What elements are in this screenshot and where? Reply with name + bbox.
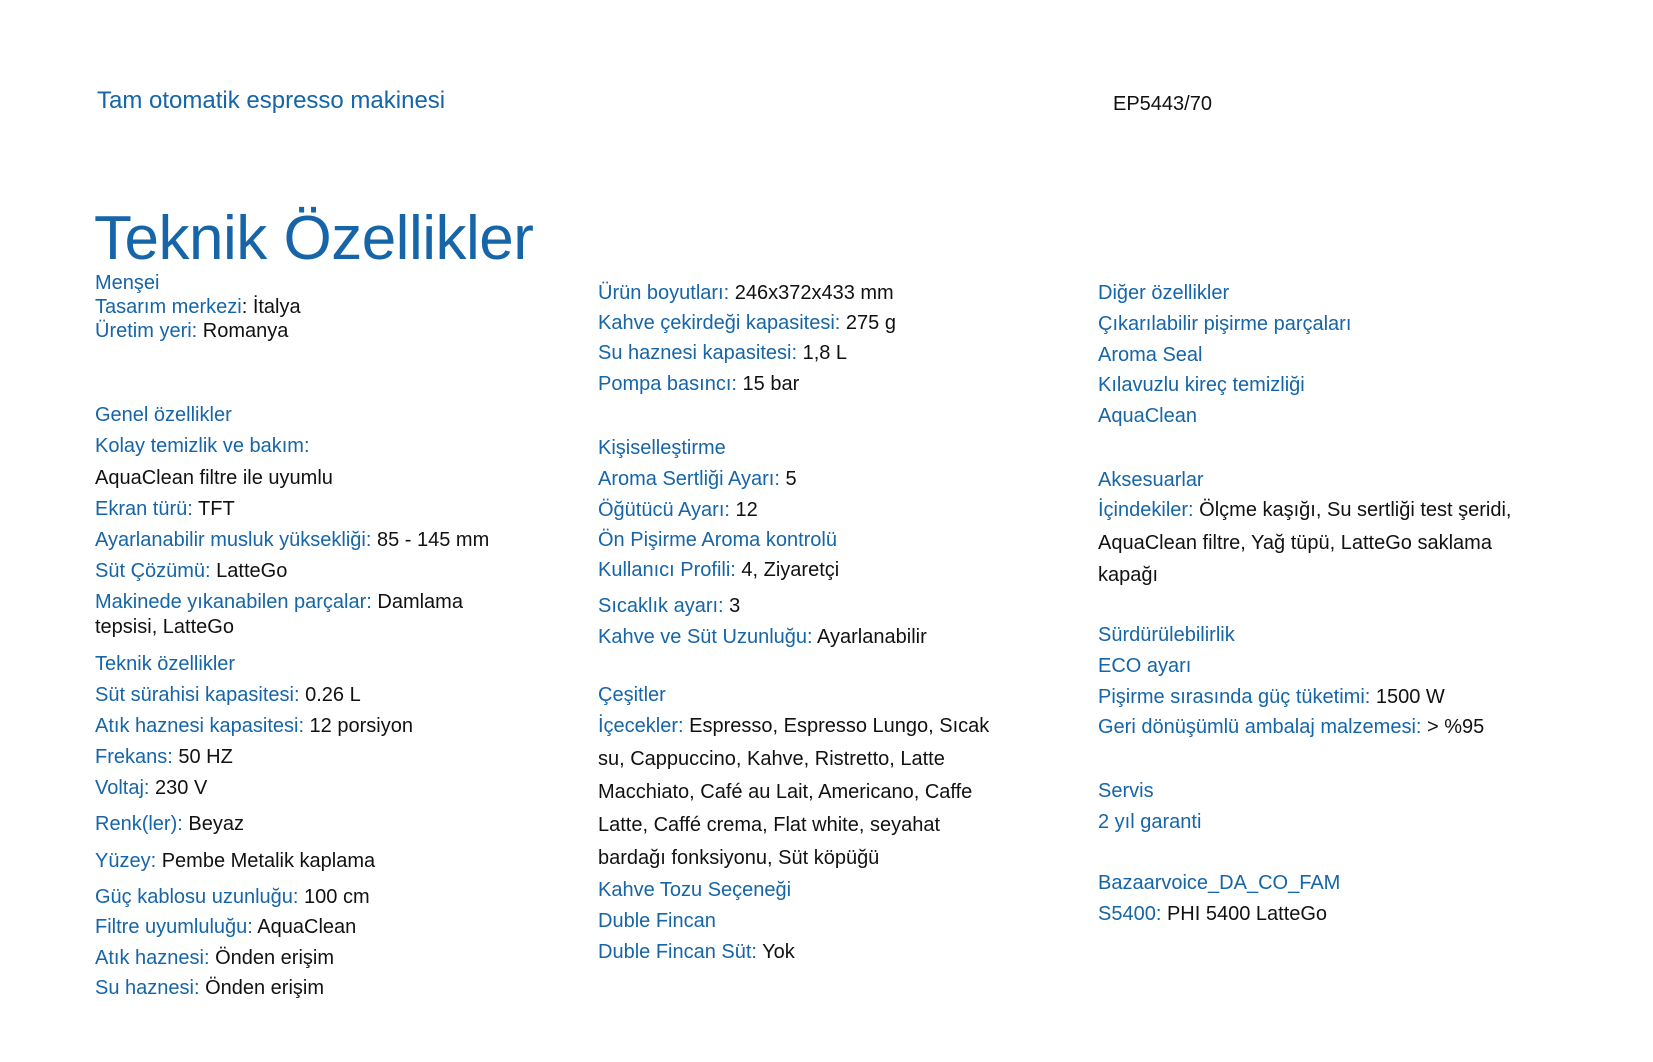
spec-line xyxy=(95,947,334,970)
spec-label: Su haznesi kapasitesi: xyxy=(598,342,798,364)
spec-line xyxy=(598,282,894,305)
spec-value: PHI 5400 LatteGo xyxy=(1161,903,1328,925)
spec-line xyxy=(95,746,233,769)
spec-line xyxy=(95,886,370,909)
spec-line xyxy=(95,498,235,521)
spec-line xyxy=(95,653,235,676)
spec-line xyxy=(1098,282,1229,305)
spec-label: Kolay temizlik ve bakım: xyxy=(95,435,310,457)
spec-label: S5400: xyxy=(1098,903,1162,925)
spec-line xyxy=(95,320,288,343)
spec-line xyxy=(1098,780,1154,803)
page-title: Teknik Özellikler xyxy=(94,204,534,273)
spec-value: 15 bar xyxy=(736,373,800,395)
spec-label: Pişirme sırasında güç tüketimi: xyxy=(1098,686,1371,708)
spec-line xyxy=(95,404,232,427)
spec-label: Bazaarvoice_DA_CO_FAM xyxy=(1098,872,1341,894)
spec-line xyxy=(598,910,716,933)
spec-label: Ekran türü: xyxy=(95,498,193,520)
spec-line xyxy=(1098,374,1305,397)
spec-label: Sürdürülebilirlik xyxy=(1098,624,1235,646)
spec-label: Atık haznesi: xyxy=(95,947,210,969)
spec-label: Kılavuzlu kireç temizliği xyxy=(1098,374,1305,396)
spec-value: 85 - 145 mm xyxy=(371,529,490,551)
spec-label: İçindekiler: xyxy=(1098,499,1194,521)
spec-line xyxy=(1098,469,1204,492)
spec-value: AquaClean filtre ile uyumlu xyxy=(95,467,333,489)
spec-line xyxy=(95,813,244,836)
spec-line xyxy=(598,342,847,365)
spec-label: Ön Pişirme Aroma kontrolü xyxy=(598,529,837,551)
spec-line xyxy=(1098,313,1351,336)
spec-line xyxy=(1098,811,1201,834)
spec-label: Çıkarılabilir pişirme parçaları xyxy=(1098,313,1352,335)
spec-label: Aksesuarlar xyxy=(1098,469,1204,491)
spec-label: Kahve çekirdeği kapasitesi: xyxy=(598,312,841,334)
spec-label: Menşei xyxy=(95,272,160,294)
spec-line xyxy=(598,312,896,335)
spec-label: Atık haznesi kapasitesi: xyxy=(95,715,304,737)
spec-label: Teknik özellikler xyxy=(95,653,236,675)
spec-label: Güç kablosu uzunluğu: xyxy=(95,886,299,908)
spec-label: Süt sürahisi kapasitesi: xyxy=(95,684,300,706)
spec-line xyxy=(1098,686,1445,709)
spec-value: AquaClean filtre, Yağ tüpü, LatteGo saklama xyxy=(1098,532,1492,554)
spec-line xyxy=(598,595,740,618)
spec-line xyxy=(95,616,234,639)
spec-value: AquaClean xyxy=(252,916,357,938)
spec-line xyxy=(95,850,375,873)
spec-label: Üretim yeri: xyxy=(95,320,198,342)
spec-line xyxy=(1098,344,1203,367)
spec-value: 275 g xyxy=(840,312,896,334)
spec-value: Ayarlanabilir xyxy=(812,626,927,648)
spec-line xyxy=(1098,564,1158,587)
spec-label: Geri dönüşümlü ambalaj malzemesi: xyxy=(1098,716,1422,738)
document-subtitle: Tam otomatik espresso makinesi xyxy=(97,87,446,114)
spec-label: AquaClean xyxy=(1098,405,1197,427)
spec-line xyxy=(95,467,333,490)
spec-line xyxy=(1098,532,1492,555)
spec-line xyxy=(598,847,879,870)
spec-line xyxy=(95,777,207,800)
spec-line xyxy=(95,715,413,738)
spec-line xyxy=(1098,716,1484,739)
spec-line xyxy=(598,468,797,491)
spec-value: Macchiato, Café au Lait, Americano, Caffe xyxy=(598,781,973,803)
spec-label: Ayarlanabilir musluk yüksekliği: xyxy=(95,529,372,551)
spec-label: Frekans: xyxy=(95,746,173,768)
spec-value: bardağı fonksiyonu, Süt köpüğü xyxy=(598,847,880,869)
spec-value: 12 xyxy=(729,499,758,521)
spec-value: : İtalya xyxy=(241,296,301,318)
spec-line xyxy=(598,684,666,707)
spec-label: Ürün boyutları: xyxy=(598,282,730,304)
spec-value: 5 xyxy=(779,468,797,490)
spec-line xyxy=(598,941,795,964)
spec-line xyxy=(598,626,927,649)
spec-label: Yüzey: xyxy=(95,850,157,872)
spec-value: tepsisi, LatteGo xyxy=(95,616,234,638)
spec-line xyxy=(598,373,799,396)
spec-value: 0.26 L xyxy=(299,684,361,706)
spec-line xyxy=(95,916,356,939)
spec-label: Makinede yıkanabilen parçalar: xyxy=(95,591,372,613)
spec-label: Çeşitler xyxy=(598,684,666,706)
spec-label: Duble Fincan xyxy=(598,910,716,932)
spec-value: Yok xyxy=(756,941,795,963)
spec-label: Filtre uyumluluğu: xyxy=(95,916,253,938)
spec-label: Diğer özellikler xyxy=(1098,282,1230,304)
spec-value: 1500 W xyxy=(1370,686,1445,708)
spec-label: Pompa basıncı: xyxy=(598,373,737,395)
spec-line xyxy=(95,684,361,707)
spec-value: 12 porsiyon xyxy=(304,715,413,737)
spec-value: 4, Ziyaretçi xyxy=(735,559,840,581)
spec-value: > %95 xyxy=(1421,716,1485,738)
spec-line xyxy=(598,814,940,837)
model-number: EP5443/70 xyxy=(1113,93,1212,115)
spec-value: LatteGo xyxy=(210,560,288,582)
spec-value: 100 cm xyxy=(298,886,370,908)
spec-label: Aroma Seal xyxy=(1098,344,1203,366)
spec-value: 246x372x433 mm xyxy=(729,282,894,304)
spec-label: Sıcaklık ayarı: xyxy=(598,595,724,617)
spec-line xyxy=(598,529,837,552)
spec-line xyxy=(95,591,463,614)
spec-label: 2 yıl garanti xyxy=(1098,811,1202,833)
spec-label: Öğütücü Ayarı: xyxy=(598,499,730,521)
spec-line xyxy=(598,437,726,460)
spec-value: Ölçme kaşığı, Su sertliği test şeridi, xyxy=(1193,499,1512,521)
spec-line xyxy=(1098,405,1197,428)
spec-label: Duble Fincan Süt: xyxy=(598,941,757,963)
spec-line xyxy=(95,560,287,583)
spec-line xyxy=(1098,872,1340,895)
spec-label: Su haznesi: xyxy=(95,977,200,999)
spec-label: Genel özellikler xyxy=(95,404,232,426)
spec-label: Aroma Sertliği Ayarı: xyxy=(598,468,780,490)
spec-value: 3 xyxy=(723,595,741,617)
spec-line xyxy=(1098,903,1327,926)
spec-label: Kullanıcı Profili: xyxy=(598,559,736,581)
spec-line xyxy=(95,977,324,1000)
spec-line xyxy=(598,499,758,522)
spec-label: Kahve ve Süt Uzunluğu: xyxy=(598,626,813,648)
spec-value: kapağı xyxy=(1098,564,1159,586)
spec-line xyxy=(598,715,989,738)
spec-line xyxy=(598,781,972,804)
spec-label: Tasarım merkezi xyxy=(95,296,242,318)
spec-line xyxy=(1098,499,1512,522)
spec-label: İçecekler: xyxy=(598,715,684,737)
spec-line xyxy=(95,435,310,458)
spec-value: Önden erişim xyxy=(209,947,335,969)
spec-value: Espresso, Espresso Lungo, Sıcak xyxy=(683,715,990,737)
spec-label: ECO ayarı xyxy=(1098,655,1192,677)
spec-line xyxy=(1098,624,1235,647)
spec-line xyxy=(598,748,945,771)
spec-value: 50 HZ xyxy=(172,746,233,768)
spec-value: Önden erişim xyxy=(199,977,325,999)
spec-label: Voltaj: xyxy=(95,777,150,799)
spec-value: Beyaz xyxy=(182,813,244,835)
spec-line xyxy=(95,296,301,319)
spec-line xyxy=(1098,655,1191,678)
spec-value: Damlama xyxy=(371,591,463,613)
spec-label: Servis xyxy=(1098,780,1154,802)
spec-line xyxy=(95,529,489,552)
spec-line xyxy=(598,879,791,902)
spec-value: Romanya xyxy=(197,320,289,342)
spec-value: Latte, Caffé crema, Flat white, seyahat xyxy=(598,814,941,836)
spec-label: Kişiselleştirme xyxy=(598,437,726,459)
spec-line xyxy=(598,559,839,582)
spec-label: Kahve Tozu Seçeneği xyxy=(598,879,792,901)
spec-value: su, Cappuccino, Kahve, Ristretto, Latte xyxy=(598,748,945,770)
spec-label: Renk(ler): xyxy=(95,813,183,835)
spec-line xyxy=(95,272,159,295)
spec-value: 1,8 L xyxy=(797,342,848,364)
spec-value: 230 V xyxy=(149,777,208,799)
spec-value: Pembe Metalik kaplama xyxy=(156,850,376,872)
spec-value: TFT xyxy=(192,498,235,520)
spec-label: Süt Çözümü: xyxy=(95,560,211,582)
